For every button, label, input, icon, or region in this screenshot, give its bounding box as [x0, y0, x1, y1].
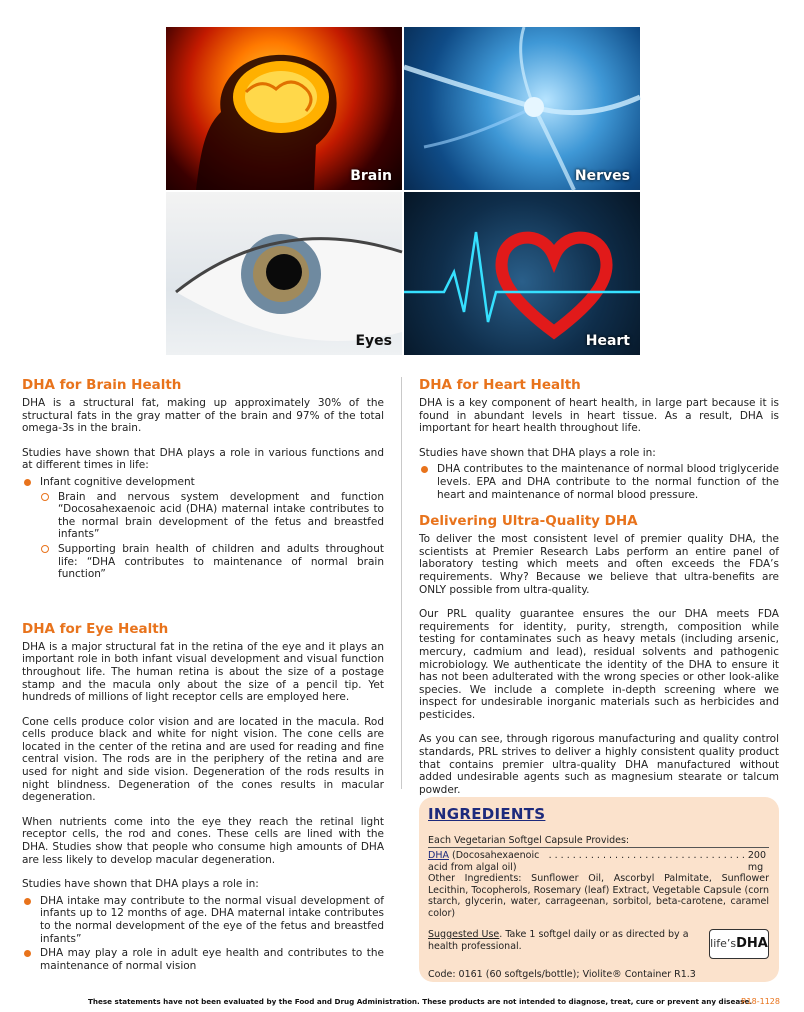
heart-health-heading: DHA for Heart Health: [419, 377, 581, 393]
heart-bullets: [419, 463, 779, 501]
brain-label: Brain: [350, 168, 392, 184]
heart-bullet-triglyceride: DHA contributes to the maintenance of normal blood triglyceride levels. EPA and DHA contribute to the normal function of the heart and maintenance of normal blood pressure.: [419, 463, 779, 501]
dha-link[interactable]: DHA: [428, 850, 449, 861]
brain-image: [166, 27, 402, 190]
suggested-use-text: [428, 929, 696, 952]
eye-bullets: [22, 895, 384, 973]
brain-bullet-infant: Infant cognitive development: [22, 476, 384, 489]
eyes-label: Eyes: [355, 333, 392, 349]
brain-bullets: [22, 476, 384, 581]
ingredients-title: INGREDIENTS: [428, 805, 546, 823]
suggested-use-label: Suggested Use: [428, 929, 500, 940]
brain-paragraph-1: DHA is a structural fat, making up approximately 30% of the structural fats in the gray matter of the brain and 97% of the total omega-3s in the brain.: [22, 397, 384, 435]
right-column: [419, 377, 779, 808]
eye-illustration: [166, 192, 402, 355]
fda-disclaimer: These statements have not been evaluated by the Food and Drug Administration. These products are not intended to diagnose, treat, cure or prevent any disease.: [88, 997, 753, 1006]
heart-paragraph-2: Studies have shown that DHA plays a role in:: [419, 446, 656, 459]
ingredients-box: [419, 797, 779, 982]
heart-label: Heart: [585, 333, 630, 349]
brain-subbullet-nervous: Brain and nervous system development and function “Docosahexaenoic acid (DHA) maternal intake contributes to the normal brain development of the fetus and breastfed infants”: [22, 491, 384, 541]
quality-heading: Delivering Ultra-Quality DHA: [419, 513, 638, 530]
dha-description: (Docosahexaenoic acid from algal oil): [428, 850, 540, 873]
eye-paragraph-3: When nutrients come into the eye they reach the retinal light receptor cells, the rod and cones. These cells are lined with the DHA. Studies show that people who consume high amounts of DHA are less likely to develop macular degeneration.: [22, 815, 384, 866]
dha-amount: 200 mg: [747, 850, 767, 873]
nerves-image: [404, 27, 640, 190]
eye-health-heading: DHA for Eye Health: [22, 620, 169, 637]
quality-paragraph-1: To deliver the most consistent level of premier quality DHA, the scientists at Premier Research Labs perform an entire panel of laboratory testing which meets and often exceeds the FDA’s requirements. Why? Because we believe that ultra-benefits are ONLY possible from ultra-quality.: [419, 533, 779, 596]
dha-leader-dots: . . . . . . . . . . . . . . . . . . . . . . . . . . . . . . . . .: [548, 850, 745, 861]
suggested-use-detail: . Take 1 softgel daily or as directed by a health professional.: [428, 929, 689, 952]
dha-row: [428, 850, 769, 873]
left-column: [22, 377, 384, 984]
eye-paragraph-4: Studies have shown that DHA plays a role in:: [22, 878, 259, 891]
eye-paragraph-2: Cone cells produce color vision and are located in the macula. Rod cells produce black and white for night vision. The cone cells are located in the center of the retina and are used for reading and fine central vision. The rods are in the periphery of the retina and are used for night and side vision. Degeneration of the rods results in night blindness. Degeneration of the cones results in macular degeneration.: [22, 715, 384, 804]
quality-paragraph-3: As you can see, through rigorous manufacturing and quality control standards, PRL strives to deliver a highly consistent quality product that contains premier ultra-quality DHA manufactured without added undesirable agents such as magnesium stearate or talcum powder.: [419, 733, 779, 796]
brain-illustration: [166, 27, 402, 190]
brain-health-heading: DHA for Brain Health: [22, 377, 182, 393]
quality-paragraph-2: Our PRL quality guarantee ensures the our DHA meets FDA requirements for identity, purity, strength, composition while testing for contaminates such as heavy metals (including arsenic, mercury, cadmium and lead), residual solvents and pathogenic microbiology. We authenticate the identity of the DHA to ensure it has not been adulterated with the wrong species or other look-alike species. We include a complete in-depth screening where we inspect for undesirable inorganic materials such as herbicides and pesticides.: [419, 608, 779, 721]
document-code: R18-1128: [741, 997, 780, 1006]
eye-paragraph-1: DHA is a major structural fat in the retina of the eye and it plays an important role in both infant visual development and visual function throughout life. The human retina is about the size of a postage stamp and the macula only about the size of a pencil tip. Yet hundreds of millions of light receptor cells are employed here.: [22, 640, 384, 704]
nerves-illustration: [404, 27, 640, 190]
suggested-use-row: [428, 929, 769, 959]
heart-image: [404, 192, 640, 355]
heart-paragraph-1: DHA is a key component of heart health, in large part because it is found in abundant levels in heart tissue. As a result, DHA is important for heart health throughout life.: [419, 397, 779, 435]
eye-bullet-infant: DHA intake may contribute to the normal visual development of infants up to 12 months of age. DHA maternal intake contributes to the normal development of the eye of the fetus and breastfed infants”: [22, 895, 384, 945]
dha-name: [428, 850, 546, 873]
eye-bullet-adult: DHA may play a role in adult eye health and contributes to the maintenance of normal vision: [22, 947, 384, 972]
brain-subbullet-support: Supporting brain health of children and adults throughout life: “DHA contributes to maintenance of normal brain function”: [22, 543, 384, 581]
logo-text-b: DHA: [736, 936, 768, 952]
lifes-dha-logo: [709, 929, 769, 959]
column-divider: [401, 377, 402, 789]
brain-paragraph-2: Studies have shown that DHA plays a role in various functions and at different times in life:: [22, 446, 384, 472]
hero-image-grid: [166, 27, 640, 356]
product-code: Code: 0161 (60 softgels/bottle); Violite® Container R1.3: [428, 969, 696, 980]
other-ingredients: Other Ingredients: Sunflower Oil, Ascorbyl Palmitate, Sunflower Lecithin, Tocopherols, Rosemary (leaf) Extract, Vegetable Capsule (corn starch, glycerin, water, carrageenan, sorbitol, beta-carotene, caramel color): [428, 873, 769, 919]
eyes-image: [166, 192, 402, 355]
heart-illustration: [404, 192, 640, 355]
logo-text-a: life’s: [710, 937, 737, 951]
serving-header: Each Vegetarian Softgel Capsule Provides:: [428, 835, 769, 849]
nerves-label: Nerves: [574, 168, 630, 184]
